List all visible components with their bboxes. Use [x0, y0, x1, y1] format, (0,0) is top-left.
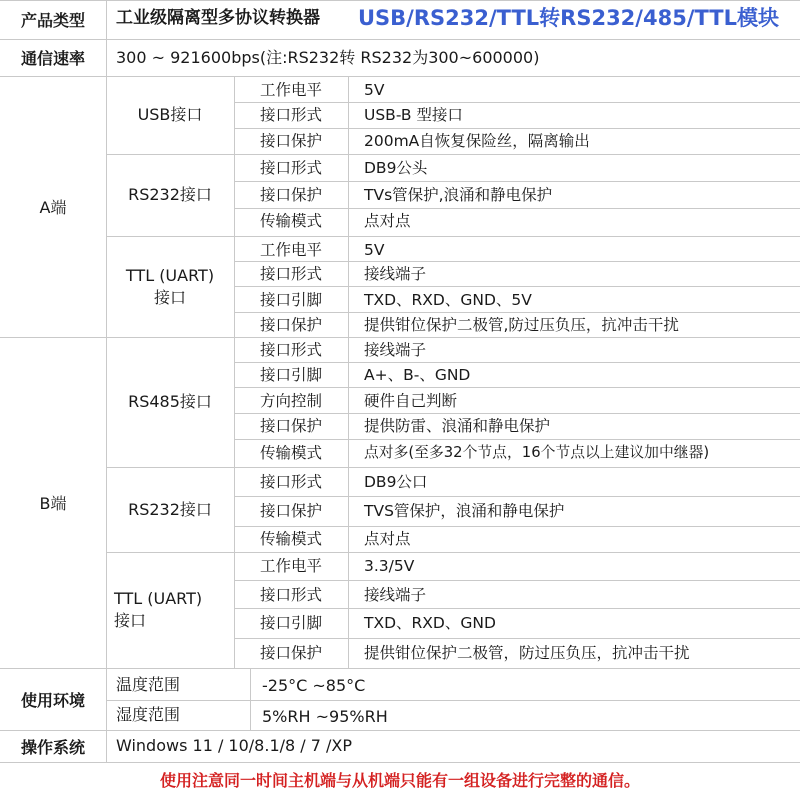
a-rs232-interface-label: RS232接口 — [128, 185, 212, 204]
rule — [106, 700, 800, 701]
spec-value: 提供防雷、浪涌和静电保护 — [364, 417, 551, 435]
spec-value: 提供钳位保护二极管,防过压负压，抗冲击干扰 — [364, 316, 679, 334]
humidity-range-label: 湿度范围 — [116, 705, 181, 724]
spec-value: 5V — [364, 241, 385, 259]
rule — [234, 608, 800, 609]
spec-value: 200mA自恢复保险丝，隔离输出 — [364, 132, 590, 150]
spec-key: 接口保护 — [260, 502, 323, 520]
spec-key: 接口引脚 — [260, 291, 323, 309]
spec-key: 方向控制 — [260, 392, 323, 410]
rule — [234, 526, 800, 527]
b-end-label: B端 — [39, 494, 67, 513]
b-rs485-interface-label: RS485接口 — [128, 392, 212, 411]
rule — [234, 387, 800, 388]
a-end-label: A端 — [39, 198, 67, 217]
spec-value: 点对点 — [364, 212, 411, 230]
product-type-name: 工业级隔离型多协议转换器 — [116, 8, 320, 28]
rule — [234, 638, 800, 639]
b-rs232-interface-label: RS232接口 — [128, 499, 212, 519]
spec-value: USB-B 型接口 — [364, 106, 463, 124]
spec-key: 工作电平 — [260, 557, 323, 575]
spec-value: TVS管保护，浪涌和静电保护 — [364, 502, 565, 520]
rule — [0, 0, 800, 1]
spec-key: 接口保护 — [260, 417, 323, 435]
spec-value: 接线端子 — [364, 265, 427, 283]
spec-value: 5V — [364, 81, 385, 99]
rule — [234, 496, 800, 497]
spec-key: 接口形式 — [260, 159, 323, 177]
spec-key: 传输模式 — [260, 444, 323, 462]
a-ttl-label-line2: 接口 — [153, 287, 186, 307]
rule — [234, 362, 800, 363]
spec-key: 接口保护 — [260, 644, 323, 662]
b-ttl-label-line2: 接口 — [114, 611, 147, 630]
rule — [234, 439, 800, 440]
rule — [234, 312, 800, 313]
spec-value: TVs管保护,浪涌和静电保护 — [364, 186, 553, 204]
spec-key: 接口保护 — [260, 186, 323, 204]
temperature-range-label: 温度范围 — [116, 675, 181, 694]
humidity-range-value: 5%RH ~95%RH — [262, 707, 388, 726]
spec-key: 接口保护 — [260, 316, 323, 334]
rule — [0, 730, 800, 731]
rule — [234, 580, 800, 581]
spec-value: 点对点 — [364, 530, 411, 548]
a-ttl-interface-label — [106, 236, 234, 337]
rule — [348, 76, 349, 668]
spec-key: 工作电平 — [260, 241, 323, 259]
a-usb-interface-label: USB接口 — [137, 105, 203, 124]
b-ttl-interface-label — [106, 552, 234, 668]
spec-value: TXD、RXD、GND — [364, 614, 496, 632]
spec-value: 提供钳位保护二极管，防过压负压，抗冲击干扰 — [364, 644, 690, 662]
rule — [234, 128, 800, 129]
environment-label: 使用环境 — [20, 690, 85, 710]
spec-key: 接口形式 — [260, 106, 323, 124]
spec-value: DB9公头 — [364, 159, 428, 177]
baud-rate-value: 300 ~ 921600bps(注:RS232转 RS232为300~600000) — [116, 48, 540, 67]
rule — [234, 413, 800, 414]
rule — [234, 208, 800, 209]
spec-key: 接口形式 — [260, 341, 323, 359]
spec-key: 接口保护 — [260, 132, 323, 150]
spec-value: 点对多(至多32个节点，16个节点以上建议加中继器) — [364, 444, 710, 461]
spec-value: DB9公口 — [364, 473, 428, 491]
rule — [234, 181, 800, 182]
spec-value: 硬件自己判断 — [364, 392, 458, 410]
os-label: 操作系统 — [20, 737, 85, 757]
spec-value: TXD、RXD、GND、5V — [364, 291, 532, 309]
spec-key: 接口形式 — [260, 586, 323, 604]
spec-key: 接口引脚 — [260, 366, 323, 384]
b-ttl-label-line1: TTL (UART) — [114, 589, 203, 608]
spec-key: 接口形式 — [260, 473, 323, 491]
spec-value: A+、B-、GND — [364, 366, 471, 384]
rule — [234, 286, 800, 287]
rule — [234, 76, 235, 668]
product-model: USB/RS232/TTL转RS232/485/TTL模块 — [358, 6, 779, 30]
rule — [250, 668, 251, 730]
product-type-label: 产品类型 — [20, 11, 85, 30]
spec-value: 接线端子 — [364, 341, 427, 359]
rule — [0, 39, 800, 40]
temperature-range-value: -25°C ~85°C — [262, 676, 366, 695]
spec-key: 接口引脚 — [260, 614, 323, 632]
spec-key: 传输模式 — [260, 530, 323, 548]
os-value: Windows 11 / 10/8.1/8 / 7 /XP — [116, 736, 353, 755]
baud-rate-label: 通信速率 — [20, 49, 85, 68]
spec-key: 工作电平 — [260, 81, 323, 99]
rule — [234, 261, 800, 262]
spec-key: 接口形式 — [260, 265, 323, 283]
usage-notice: 使用注意同一时间主机端与从机端只能有一组设备进行完整的通信。 — [159, 771, 640, 790]
spec-value: 接线端子 — [364, 586, 427, 604]
spec-key: 传输模式 — [260, 212, 323, 230]
rule — [234, 102, 800, 103]
rule — [0, 668, 800, 669]
a-ttl-label-line1: TTL (UART) — [125, 265, 215, 285]
spec-value: 3.3/5V — [364, 557, 415, 575]
rule — [0, 762, 800, 763]
